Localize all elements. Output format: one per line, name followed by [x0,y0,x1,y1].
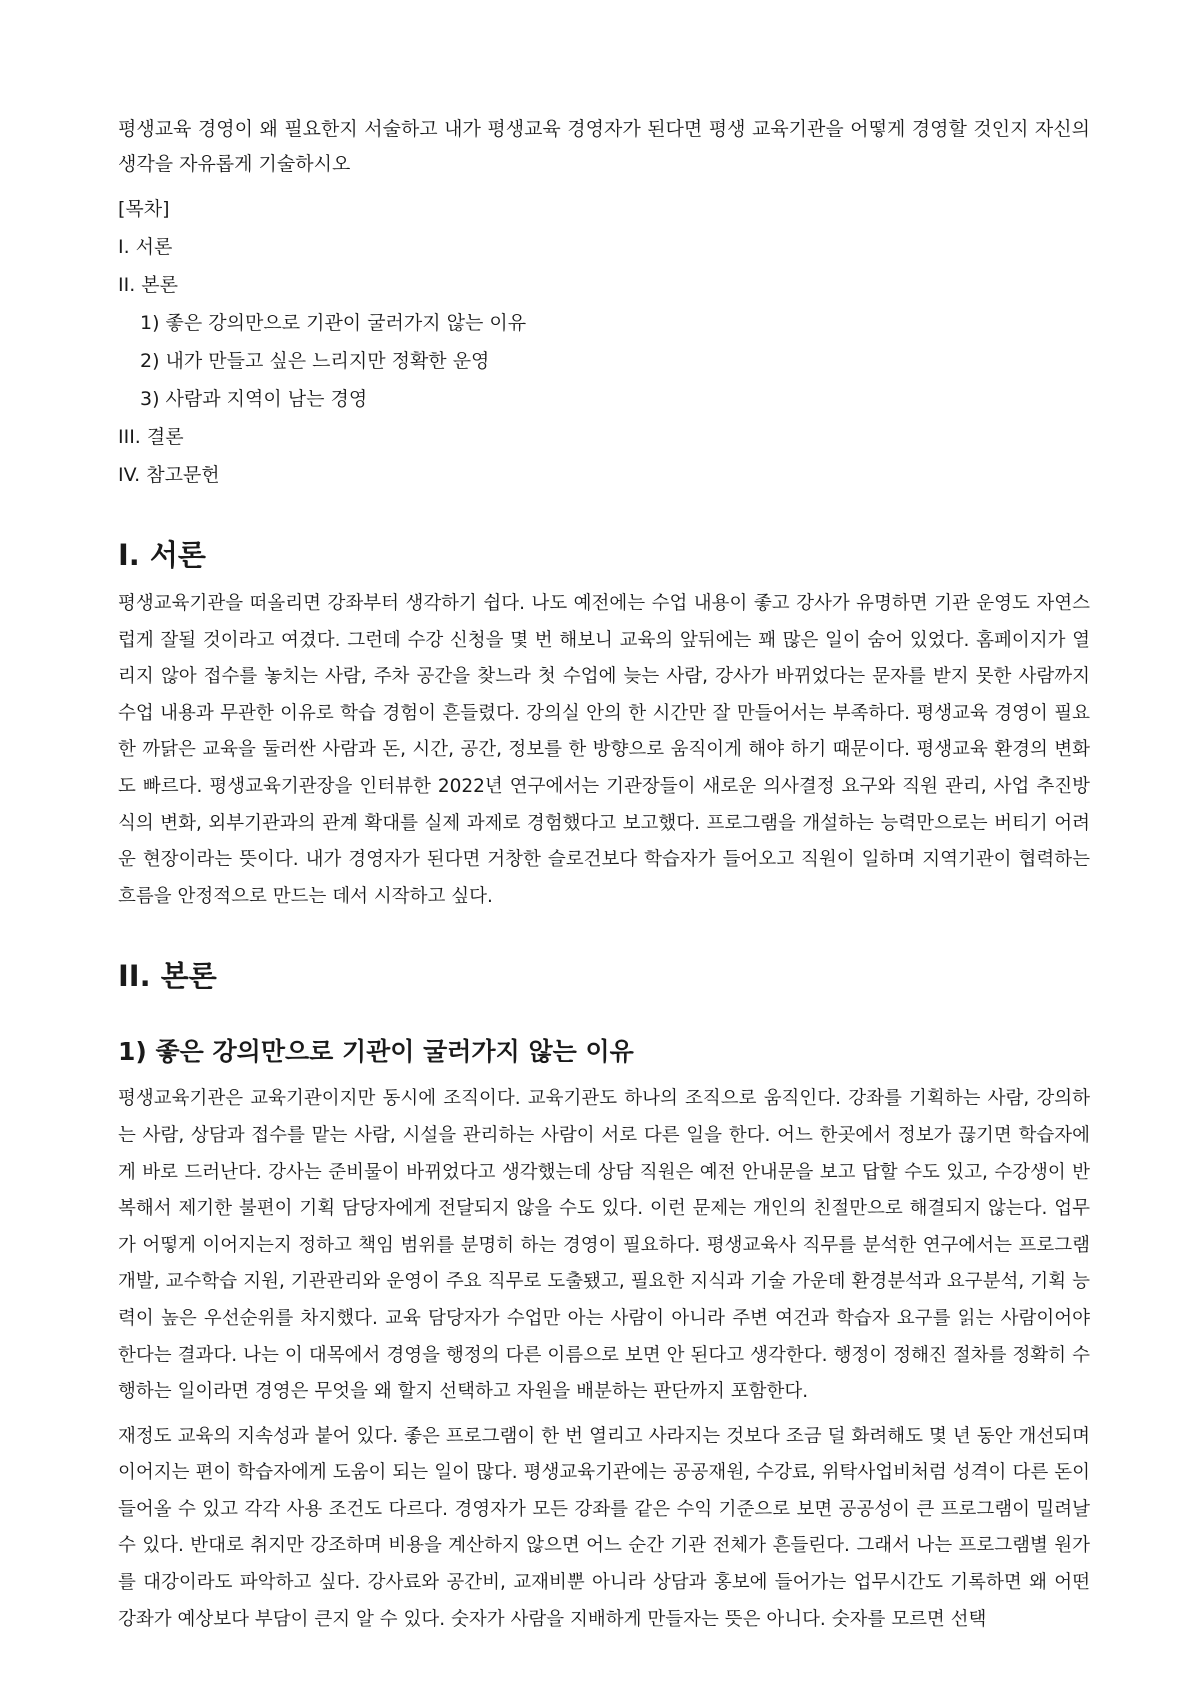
toc-item: IV. 참고문헌 [118,464,220,486]
body-paragraph: 재정도 교육의 지속성과 붙어 있다. 좋은 프로그램이 한 번 열리고 사라지는 것보다 조금 덜 화려해도 몇 년 동안 개선되며 이어지는 편이 학습자에게 도움이 되는 일이 많다. 평생교육기관에는 공공재원, 수강료, 위탁사업비처럼 성격이 다른 돈이 들어올 수 있고 각각 사용 조건도 다르다. 경영자가 모든 강좌를 같은 수익 기준으로 보면 공공성이 큰 프로그램이 밀려날 수 있다. 반대로 취지만 강조하며 비용을 계산하지 않으면 어느 순간 기관 전체가 흔들린다. 그래서 나는 프로그램별 원가를 대강이라도 파악하고 싶다. 강사료와 공간비, 교재비뿐 아니라 상담과 홍보에 들어가는 업무시간도 기록하면 왜 어떤 강좌가 예상보다 부담이 큰지 알 수 있다. 숫자가 사람을 지배하게 만들자는 뜻은 아니다. 숫자를 모르면 선택 [118,1425,1090,1630]
toc-subitem: 2) 내가 만들고 싶은 느리지만 정확한 운영 [140,350,490,372]
assignment-prompt: 평생교육 경영이 왜 필요한지 서술하고 내가 평생교육 경영자가 된다면 평생 교육기관을 어떻게 경영할 것인지 자신의 생각을 자유롭게 기술하시오 [118,118,1090,175]
toc-heading: [목차] [118,198,170,220]
toc-item: I. 서론 [118,236,173,258]
body-paragraph: 평생교육기관은 교육기관이지만 동시에 조직이다. 교육기관도 하나의 조직으로 움직인다. 강좌를 기획하는 사람, 강의하는 사람, 상담과 접수를 맡는 사람, 시설을 관리하는 사람이 서로 다른 일을 한다. 어느 한곳에서 정보가 끊기면 학습자에게 바로 드러난다. 강사는 준비물이 바뀌었다고 생각했는데 상담 직원은 예전 안내문을 보고 답할 수도 있고, 수강생이 반복해서 제기한 불편이 기획 담당자에게 전달되지 않을 수도 있다. 이런 문제는 개인의 친절만으로 해결되지 않는다. 업무가 어떻게 이어지는지 정하고 책임 범위를 분명히 하는 경영이 필요하다. 평생교육사 직무를 분석한 연구에서는 프로그램 개발, 교수학습 지원, 기관관리와 운영이 주요 직무로 도출됐고, 필요한 지식과 기술 가운데 환경분석과 요구분석, 기획 능력이 높은 우선순위를 차지했다. 교육 담당자가 수업만 아는 사람이 아니라 주변 여건과 학습자 요구를 읽는 사람이어야 한다는 결과다. 나는 이 대목에서 경영을 행정의 다른 이름으로 보면 안 된다고 생각한다. 행정이 정해진 절차를 정확히 수행하는 일이라면 경영은 무엇을 왜 할지 선택하고 자원을 배분하는 판단까지 포함한다. [118,1088,1090,1403]
toc-item: II. 본론 [118,274,178,296]
section-heading-introduction: I. 서론 [118,538,206,572]
toc-subitem: 3) 사람과 지역이 남는 경영 [140,388,368,410]
introduction-paragraph: 평생교육기관을 떠올리면 강좌부터 생각하기 쉽다. 나도 예전에는 수업 내용이 좋고 강사가 유명하면 기관 운영도 자연스럽게 잘될 것이라고 여겼다. 그런데 수강 신청을 몇 번 해보니 교육의 앞뒤에는 꽤 많은 일이 숨어 있었다. 홈페이지가 열리지 않아 접수를 놓치는 사람, 주차 공간을 찾느라 첫 수업에 늦는 사람, 강사가 바뀌었다는 문자를 받지 못한 사람까지 수업 내용과 무관한 이유로 학습 경험이 흔들렸다. 강의실 안의 한 시간만 잘 만들어서는 부족하다. 평생교육 경영이 필요한 까닭은 교육을 둘러싼 사람과 돈, 시간, 공간, 정보를 한 방향으로 움직이게 해야 하기 때문이다. 평생교육 환경의 변화도 빠르다. 평생교육기관장을 인터뷰한 2022년 연구에서는 기관장들이 새로운 의사결정 요구와 직원 관리, 사업 추진방식의 변화, 외부기관과의 관계 확대를 실제 과제로 경험했다고 보고했다. 프로그램을 개설하는 능력만으로는 버티기 어려운 현장이라는 뜻이다. 내가 경영자가 된다면 거창한 슬로건보다 학습자가 들어오고 직원이 일하며 지역기관이 협력하는 흐름을 안정적으로 만드는 데서 시작하고 싶다. [118,593,1090,907]
subsection-heading-1: 1) 좋은 강의만으로 기관이 굴러가지 않는 이유 [118,1037,634,1067]
toc-subitem: 1) 좋은 강의만으로 기관이 굴러가지 않는 이유 [140,312,527,334]
section-heading-main-body: II. 본론 [118,959,217,994]
toc-item: III. 결론 [118,426,184,448]
table-of-contents [118,190,1090,494]
